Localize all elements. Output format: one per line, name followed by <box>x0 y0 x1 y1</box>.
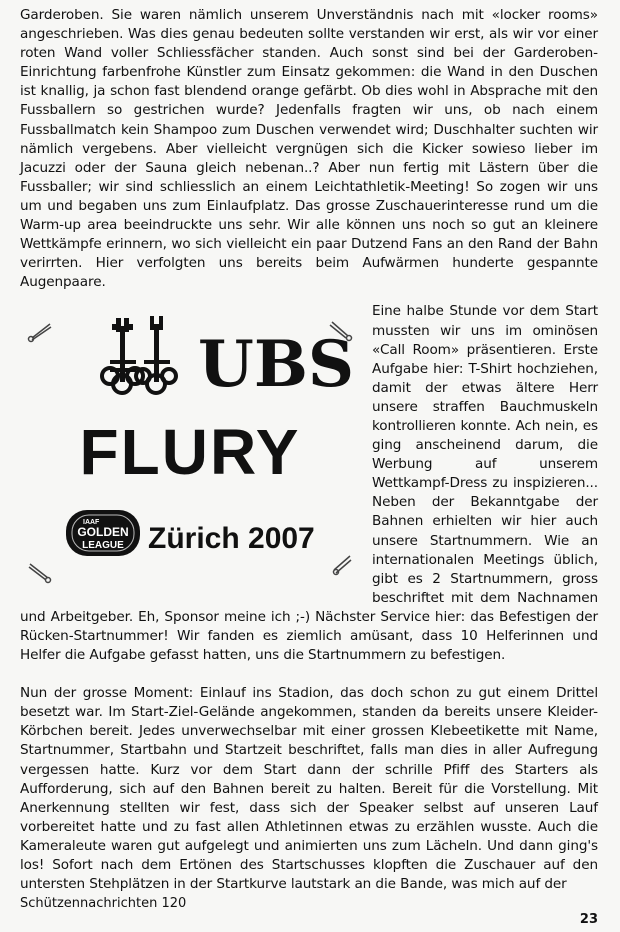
safety-pin-icon <box>334 556 352 575</box>
start-number-bib-image <box>20 302 360 592</box>
sponsor-name: UBS <box>198 327 355 403</box>
paragraph-intro: Garderoben. Sie waren nämlich unserem Unverständnis nach mit «locker rooms» angeschrieben. Was dies genau bedeuten sollte verstanden wir erst, als wir vor einer roten Wand voller Schliessfächer standen. Auch sonst sind bei der Garderoben-Einrichtung farbenfrohe Künstler zum Einsatz gekommen: die Wand in den Duschen ist knallig, ja schon fast blendend orange gefärbt. Ob dies wohl in Absprache mit den Fussballern so gestrichen wurde? Jedenfalls fragten wir uns, ob nach einem Fussballmatch kein Shampoo zum Duschen verwendet wird; Duschhalter suchten wir nämlich vergebens. Aber vielleicht vergnügen sich die Kicker sowieso lieber im Jacuzzi oder der Sauna gleich nebenan..? Aber nun fertig mit Lästern über die Fussballer; wir sind schliesslich an einem Leichtathletik-Meeting! So zogen wir uns um und begaben uns zum Einlaufplatz. Das grosse Zuschauerinteresse rund um die Warm-up area beeindruckte uns sehr. Wir alle können uns noch so gut an kleinere Wettkämpfe erinnern, wo sich vielleicht ein paar Dutzend Fans an den Rand der Bahn verirrten. Hier verfolgten uns bereits beim Aufwärmen hunderte gespannte Augenpaare. <box>20 7 598 291</box>
publication-footer: Schützennachrichten 120 <box>20 896 187 911</box>
badge-league-text: LEAGUE <box>82 540 124 552</box>
bib-section <box>20 302 598 665</box>
paragraph-race-start: Nun der grosse Moment: Einlauf ins Stadion, das doch schon zu gut einem Drittel besetzt war. Im Start-Ziel-Gelände angekommen, standen da bereits unsere Kleider-Körbchen bereit. Jedes unverwechselbar mit einer grossen Klebeetikette mit Name, Startnummer, Startbahn und Startzeit beschriftet, falls man dies in aller Aufregung vergessen hatte. Kurz vor dem Start dann der schrille Pfiff des Starters als Aufforderung, sich auf den Bahnen bereit zu halten. Bereit für die Vorstellung. Mit Anerkennung stellten wir fest, dass sich der Speaker selbst auf unseren Lauf vorbereitet hatte und zu fast allen Athletinnen etwas zu erzählen wusste. Auch die Kameraleute waren gut aufgelegt und animierten uns zum Lächeln. Und dann ging's los! Sofort nach dem Ertönen des Startschusses klopften die Zuschauer auf den untersten Stehplätzen in der Startkurve lautstark an die Bande, was mich auf der <box>20 685 598 893</box>
badge-golden-text: GOLDEN <box>77 525 129 540</box>
event-name: Zürich 2007 <box>148 522 315 556</box>
ubs-keys-logo <box>102 316 176 393</box>
safety-pin-icon <box>29 564 51 583</box>
page-number: 23 <box>579 912 598 927</box>
badge-top-text: IAAF <box>83 519 100 527</box>
safety-pin-icon <box>29 324 52 342</box>
article-page <box>20 6 598 894</box>
golden-league-badge <box>66 510 140 556</box>
paragraph-call-room: Eine halbe Stunde vor dem Start mussten wir uns im ominösen «Call Room» präsentieren. Erste Aufgabe hier: T-Shirt hochziehen, damit der etwas ältere Herr unsere straffen Bauchmuskeln kontrollieren konnte. Ach nein, es ging anscheinend darum, die Werbung auf unserem Wettkampf-Dress zu inspizieren... Neben der Bekanntgabe der Bahnen erhielten wir hier auch unsere Startnummern. Wie an internationalen Meetings üblich, gibt es 2 Startnummern, gross beschriftet mit dem Nachnamen und Arbeitgeber. Eh, Sponsor meine ich ;-) Nächster Service hier: das Befestigen der Rücken-Startnummer! Wir fanden es ziemlich amüsant, dass 10 Helferinnen und Helfer die Aufgabe gefasst hatten, uns die Startnummern zu befestigen. <box>20 303 598 664</box>
athlete-name: FLURY <box>79 416 301 489</box>
